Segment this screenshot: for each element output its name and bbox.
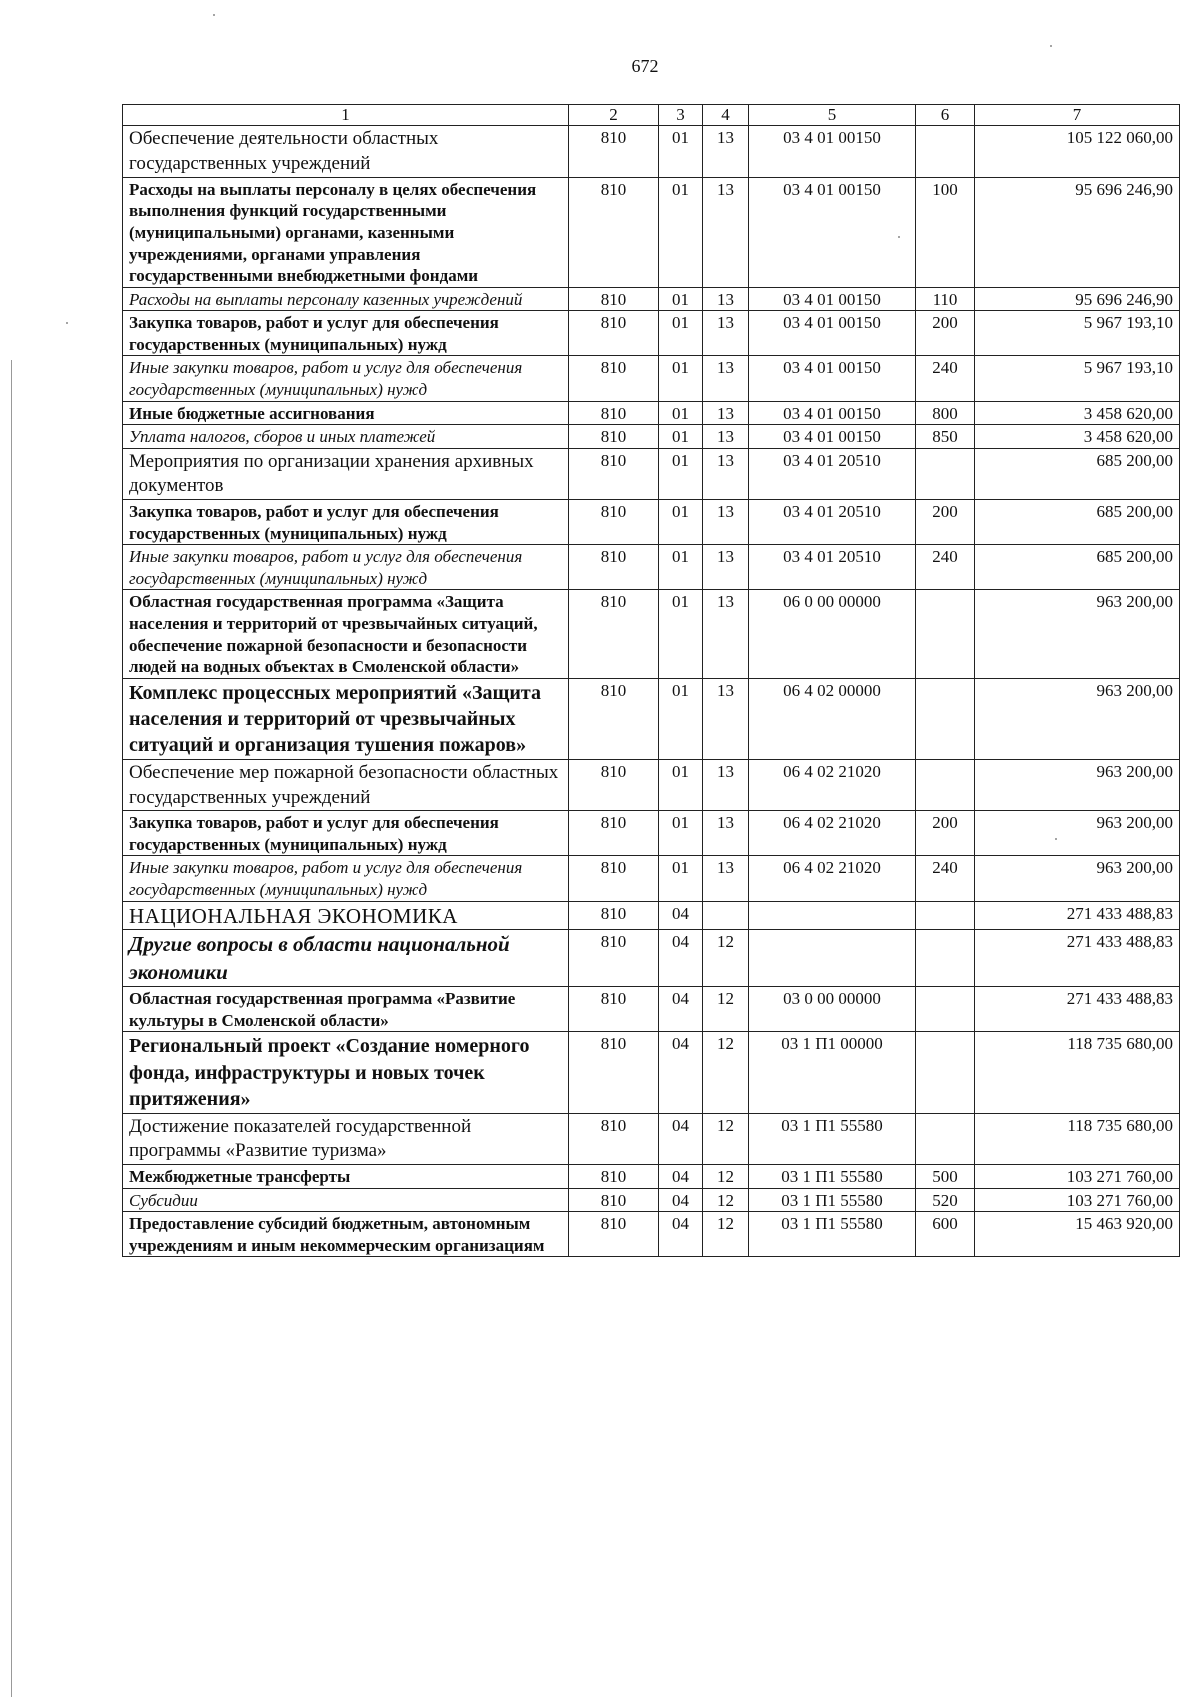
row-target-article: 06 4 02 00000: [749, 678, 916, 759]
table-row: [123, 929, 1180, 986]
row-name: Другие вопросы в области национальной экономики: [123, 929, 569, 986]
column-header: 6: [916, 105, 975, 126]
row-sum: 118 735 680,00: [975, 1113, 1180, 1164]
row-name: Закупка товаров, работ и услуг для обеспечения государственных (муниципальных) нужд: [123, 311, 569, 356]
row-target-article: 03 4 01 00150: [749, 126, 916, 177]
row-subsection: 13: [703, 356, 749, 401]
row-name: Закупка товаров, работ и услуг для обеспечения государственных (муниципальных) нужд: [123, 500, 569, 545]
row-target-article: [749, 901, 916, 929]
row-subsection: 13: [703, 401, 749, 425]
scan-speck: [1055, 838, 1057, 840]
row-code: 810: [569, 545, 659, 590]
row-section: 01: [659, 678, 703, 759]
row-target-article: 06 4 02 21020: [749, 856, 916, 901]
column-header: 4: [703, 105, 749, 126]
row-subsection: 13: [703, 500, 749, 545]
row-section: 01: [659, 448, 703, 499]
row-code: 810: [569, 811, 659, 856]
table-row: [123, 287, 1180, 311]
row-code: 810: [569, 177, 659, 287]
table-row: [123, 126, 1180, 177]
row-section: 04: [659, 1212, 703, 1257]
row-sum: 963 200,00: [975, 678, 1180, 759]
row-code: 810: [569, 856, 659, 901]
row-name: Закупка товаров, работ и услуг для обеспечения государственных (муниципальных) нужд: [123, 811, 569, 856]
row-expense-type: 240: [916, 545, 975, 590]
row-expense-type: [916, 1032, 975, 1113]
table-row: [123, 356, 1180, 401]
table-row: [123, 1164, 1180, 1188]
row-target-article: 03 1 П1 55580: [749, 1188, 916, 1212]
row-expense-type: 500: [916, 1164, 975, 1188]
row-subsection: 13: [703, 448, 749, 499]
row-section: 04: [659, 987, 703, 1032]
row-target-article: 03 4 01 00150: [749, 401, 916, 425]
row-sum: 3 458 620,00: [975, 401, 1180, 425]
row-code: 810: [569, 311, 659, 356]
row-subsection: [703, 901, 749, 929]
row-target-article: 03 4 01 20510: [749, 545, 916, 590]
row-section: 01: [659, 811, 703, 856]
row-code: 810: [569, 448, 659, 499]
row-section: 01: [659, 545, 703, 590]
row-sum: 685 200,00: [975, 448, 1180, 499]
row-code: 810: [569, 1164, 659, 1188]
table-row: [123, 500, 1180, 545]
row-expense-type: [916, 590, 975, 678]
row-code: 810: [569, 401, 659, 425]
row-subsection: 13: [703, 177, 749, 287]
table-row: [123, 678, 1180, 759]
column-header: 1: [123, 105, 569, 126]
row-code: 810: [569, 1188, 659, 1212]
row-target-article: 03 1 П1 00000: [749, 1032, 916, 1113]
row-code: 810: [569, 1113, 659, 1164]
row-expense-type: 200: [916, 311, 975, 356]
row-target-article: 03 4 01 00150: [749, 425, 916, 449]
row-sum: 963 200,00: [975, 811, 1180, 856]
row-expense-type: [916, 901, 975, 929]
row-section: 01: [659, 856, 703, 901]
row-section: 01: [659, 401, 703, 425]
column-header-row: [123, 105, 1180, 126]
row-name: Предоставление субсидий бюджетным, автономным учреждениям и иным некоммерческим организациям: [123, 1212, 569, 1257]
row-sum: 95 696 246,90: [975, 177, 1180, 287]
row-expense-type: [916, 678, 975, 759]
row-target-article: 03 4 01 20510: [749, 500, 916, 545]
table-row: [123, 545, 1180, 590]
table-row: [123, 311, 1180, 356]
row-section: 01: [659, 759, 703, 810]
row-name: Достижение показателей государственной программы «Развитие туризма»: [123, 1113, 569, 1164]
row-expense-type: 100: [916, 177, 975, 287]
page-number: 672: [631, 56, 659, 76]
row-expense-type: [916, 1113, 975, 1164]
row-subsection: 13: [703, 287, 749, 311]
row-subsection: 13: [703, 811, 749, 856]
table-row: [123, 811, 1180, 856]
row-sum: 963 200,00: [975, 759, 1180, 810]
row-target-article: 03 4 01 00150: [749, 356, 916, 401]
row-sum: 118 735 680,00: [975, 1032, 1180, 1113]
row-name: Обеспечение деятельности областных государственных учреждений: [123, 126, 569, 177]
table-row: [123, 1113, 1180, 1164]
row-code: 810: [569, 1032, 659, 1113]
row-sum: 685 200,00: [975, 545, 1180, 590]
row-expense-type: 200: [916, 500, 975, 545]
row-target-article: 03 1 П1 55580: [749, 1164, 916, 1188]
row-sum: 103 271 760,00: [975, 1188, 1180, 1212]
row-sum: 963 200,00: [975, 590, 1180, 678]
table-row: [123, 987, 1180, 1032]
row-subsection: 13: [703, 311, 749, 356]
row-name: Субсидии: [123, 1188, 569, 1212]
row-sum: 963 200,00: [975, 856, 1180, 901]
row-subsection: 13: [703, 759, 749, 810]
row-expense-type: [916, 987, 975, 1032]
table-row: [123, 401, 1180, 425]
row-sum: 95 696 246,90: [975, 287, 1180, 311]
row-section: 01: [659, 500, 703, 545]
row-expense-type: [916, 759, 975, 810]
row-code: 810: [569, 901, 659, 929]
row-section: 04: [659, 1188, 703, 1212]
row-expense-type: [916, 929, 975, 986]
row-target-article: 06 0 00 00000: [749, 590, 916, 678]
table-row: [123, 1032, 1180, 1113]
row-name: Иные закупки товаров, работ и услуг для обеспечения государственных (муниципальных) нужд: [123, 545, 569, 590]
scan-speck: [1050, 45, 1052, 47]
row-subsection: 12: [703, 1113, 749, 1164]
row-section: 01: [659, 425, 703, 449]
row-subsection: 12: [703, 929, 749, 986]
row-section: 04: [659, 1032, 703, 1113]
row-sum: 271 433 488,83: [975, 901, 1180, 929]
table-row: [123, 759, 1180, 810]
table-row: [123, 177, 1180, 287]
row-name: Мероприятия по организации хранения архивных документов: [123, 448, 569, 499]
row-target-article: [749, 929, 916, 986]
row-target-article: 03 0 00 00000: [749, 987, 916, 1032]
scan-speck: [66, 322, 68, 324]
row-expense-type: 600: [916, 1212, 975, 1257]
row-target-article: 03 4 01 00150: [749, 287, 916, 311]
row-name: Уплата налогов, сборов и иных платежей: [123, 425, 569, 449]
row-section: 01: [659, 590, 703, 678]
row-code: 810: [569, 590, 659, 678]
row-subsection: 12: [703, 1032, 749, 1113]
row-code: 810: [569, 1212, 659, 1257]
row-name: Иные бюджетные ассигнования: [123, 401, 569, 425]
row-sum: 3 458 620,00: [975, 425, 1180, 449]
row-section: 01: [659, 126, 703, 177]
row-expense-type: 240: [916, 356, 975, 401]
row-subsection: 12: [703, 1164, 749, 1188]
row-name: Областная государственная программа «Защита населения и территорий от чрезвычайных ситуаций, обеспечение пожарной безопасности и безопасности людей на водных объектах в Смоленской области»: [123, 590, 569, 678]
row-sum: 105 122 060,00: [975, 126, 1180, 177]
row-subsection: 12: [703, 987, 749, 1032]
row-section: 01: [659, 311, 703, 356]
row-sum: 5 967 193,10: [975, 311, 1180, 356]
table-row: [123, 1212, 1180, 1257]
row-code: 810: [569, 356, 659, 401]
row-sum: 685 200,00: [975, 500, 1180, 545]
row-target-article: 03 1 П1 55580: [749, 1113, 916, 1164]
row-code: 810: [569, 287, 659, 311]
column-header: 2: [569, 105, 659, 126]
column-header: 3: [659, 105, 703, 126]
row-expense-type: 520: [916, 1188, 975, 1212]
row-sum: 5 967 193,10: [975, 356, 1180, 401]
row-name: Иные закупки товаров, работ и услуг для обеспечения государственных (муниципальных) нужд: [123, 356, 569, 401]
column-header: 5: [749, 105, 916, 126]
budget-table: [122, 104, 1180, 1257]
row-target-article: 03 4 01 00150: [749, 311, 916, 356]
row-subsection: 12: [703, 1188, 749, 1212]
table-row: [123, 1188, 1180, 1212]
row-name: Расходы на выплаты персоналу казенных учреждений: [123, 287, 569, 311]
row-expense-type: 240: [916, 856, 975, 901]
table-row: [123, 425, 1180, 449]
row-section: 04: [659, 901, 703, 929]
row-expense-type: 110: [916, 287, 975, 311]
row-name: Расходы на выплаты персоналу в целях обеспечения выполнения функций государственными (муниципальными) органами, казенными учреждениями, органами управления государственными внебюджетными фондами: [123, 177, 569, 287]
row-target-article: 06 4 02 21020: [749, 759, 916, 810]
row-subsection: 13: [703, 590, 749, 678]
scan-speck: [213, 14, 215, 16]
row-name: Межбюджетные трансферты: [123, 1164, 569, 1188]
row-expense-type: 200: [916, 811, 975, 856]
table-row: [123, 590, 1180, 678]
row-code: 810: [569, 678, 659, 759]
row-sum: 103 271 760,00: [975, 1164, 1180, 1188]
row-subsection: 13: [703, 678, 749, 759]
row-sum: 271 433 488,83: [975, 929, 1180, 986]
row-subsection: 13: [703, 425, 749, 449]
row-code: 810: [569, 987, 659, 1032]
row-name: Комплекс процессных мероприятий «Защита населения и территорий от чрезвычайных ситуаций и организация тушения пожаров»: [123, 678, 569, 759]
row-subsection: 13: [703, 545, 749, 590]
row-section: 04: [659, 1164, 703, 1188]
row-code: 810: [569, 929, 659, 986]
table-row: [123, 856, 1180, 901]
row-subsection: 12: [703, 1212, 749, 1257]
row-code: 810: [569, 425, 659, 449]
table-row: [123, 448, 1180, 499]
table-row: [123, 901, 1180, 929]
row-code: 810: [569, 759, 659, 810]
row-subsection: 13: [703, 856, 749, 901]
row-section: 01: [659, 177, 703, 287]
row-target-article: 03 1 П1 55580: [749, 1212, 916, 1257]
row-section: 01: [659, 356, 703, 401]
row-name: Областная государственная программа «Развитие культуры в Смоленской области»: [123, 987, 569, 1032]
row-section: 04: [659, 1113, 703, 1164]
row-name: Региональный проект «Создание номерного фонда, инфраструктуры и новых точек притяжения»: [123, 1032, 569, 1113]
scan-speck: [898, 236, 900, 238]
row-sum: 271 433 488,83: [975, 987, 1180, 1032]
row-sum: 15 463 920,00: [975, 1212, 1180, 1257]
row-expense-type: [916, 126, 975, 177]
row-target-article: 03 4 01 00150: [749, 177, 916, 287]
row-code: 810: [569, 500, 659, 545]
row-expense-type: 800: [916, 401, 975, 425]
column-header: 7: [975, 105, 1180, 126]
row-subsection: 13: [703, 126, 749, 177]
row-target-article: 03 4 01 20510: [749, 448, 916, 499]
row-name: Иные закупки товаров, работ и услуг для обеспечения государственных (муниципальных) нужд: [123, 856, 569, 901]
row-expense-type: [916, 448, 975, 499]
row-code: 810: [569, 126, 659, 177]
row-name: НАЦИОНАЛЬНАЯ ЭКОНОМИКА: [123, 901, 569, 929]
row-target-article: 06 4 02 21020: [749, 811, 916, 856]
row-section: 04: [659, 929, 703, 986]
scan-margin-line: [11, 360, 12, 1697]
row-expense-type: 850: [916, 425, 975, 449]
row-name: Обеспечение мер пожарной безопасности областных государственных учреждений: [123, 759, 569, 810]
row-section: 01: [659, 287, 703, 311]
